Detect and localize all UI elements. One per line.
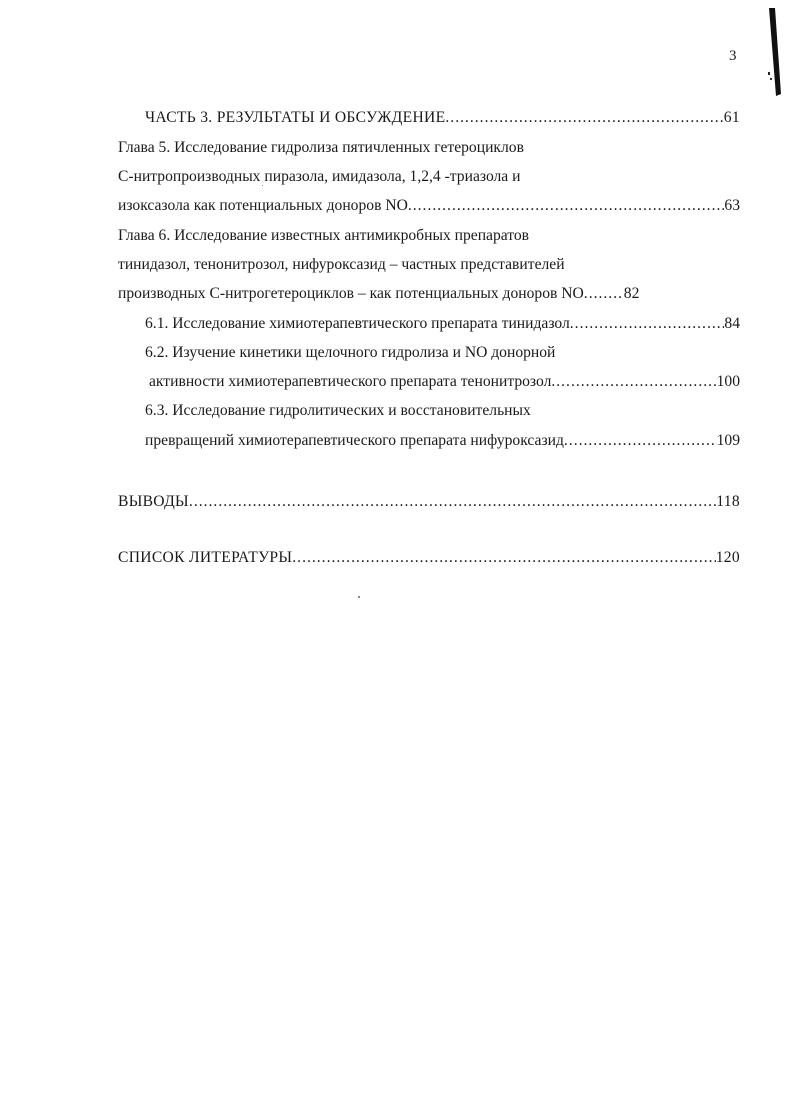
toc-entry-section6-3[interactable] bbox=[145, 431, 740, 451]
toc-chapter6-line1: Глава 6. Исследование известных антимикробных препаратов bbox=[118, 227, 530, 244]
dot-leader bbox=[445, 108, 723, 128]
toc-entry-section6-1[interactable] bbox=[145, 314, 740, 334]
dot-leader bbox=[564, 431, 717, 451]
toc-entry-page: 84 bbox=[724, 315, 740, 332]
toc-entry-page: 61 bbox=[723, 109, 740, 126]
toc-entry-title: ЧАСТЬ 3. РЕЗУЛЬТАТЫ И ОБСУЖДЕНИЕ bbox=[145, 109, 446, 126]
toc-entry-page: 63 bbox=[724, 197, 740, 214]
toc-entry-title: 6.1. Исследование химиотерапевтического препарата тинидазол bbox=[145, 315, 570, 332]
toc-entry-chapter5[interactable] bbox=[118, 196, 740, 216]
toc-entry-section6-2[interactable] bbox=[149, 372, 740, 392]
toc-entry-title: превращений химиотерапевтического препарата нифуроксазид bbox=[145, 432, 564, 449]
dot-leader bbox=[189, 492, 716, 512]
toc-entry-page: 118 bbox=[716, 493, 740, 510]
dot-leader bbox=[584, 284, 624, 304]
toc-chapter5-line2: С-нитропроизводных пиразола, имидазола, 1,2,4 -триазола и bbox=[118, 168, 521, 185]
toc-entry-part3[interactable] bbox=[145, 108, 740, 128]
scan-speck bbox=[358, 596, 360, 598]
toc-entry-title: производных С-нитрогетероциклов – как потенциальных доноров NO bbox=[118, 285, 584, 302]
dot-leader bbox=[292, 548, 715, 568]
scan-edge-artifact bbox=[767, 6, 783, 98]
dot-leader bbox=[551, 372, 716, 392]
toc-entry-page: 100 bbox=[716, 373, 740, 390]
dot-leader bbox=[408, 196, 725, 216]
toc-entry-references[interactable] bbox=[118, 548, 740, 568]
toc-entry-page: 109 bbox=[716, 432, 740, 449]
scan-speck bbox=[262, 185, 263, 186]
page-number: 3 bbox=[729, 48, 737, 64]
toc-entry-title: изоксазола как потенциальных доноров NO bbox=[118, 197, 408, 214]
toc-section6-2-line1: 6.2. Изучение кинетики щелочного гидролиза и NO донорной bbox=[145, 344, 556, 361]
toc-chapter5-line1: Глава 5. Исследование гидролиза пятичленных гетероциклов bbox=[118, 139, 524, 156]
dot-leader bbox=[570, 314, 725, 334]
toc-entry-page: 120 bbox=[715, 549, 740, 566]
toc-section6-3-line1: 6.3. Исследование гидролитических и восстановительных bbox=[145, 402, 531, 419]
toc-entry-title: СПИСОК ЛИТЕРАТУРЫ bbox=[118, 549, 293, 566]
toc-chapter6-line2: тинидазол, тенонитрозол, нифуроксазид – частных представителей bbox=[118, 256, 565, 273]
toc-entry-chapter6[interactable] bbox=[118, 284, 740, 304]
toc-entry-page: 82 bbox=[623, 285, 640, 302]
toc-entry-title: ВЫВОДЫ bbox=[118, 493, 189, 510]
toc-entry-title: активности химиотерапевтического препарата тенонитрозол bbox=[149, 373, 552, 390]
toc-entry-conclusions[interactable] bbox=[118, 492, 740, 512]
